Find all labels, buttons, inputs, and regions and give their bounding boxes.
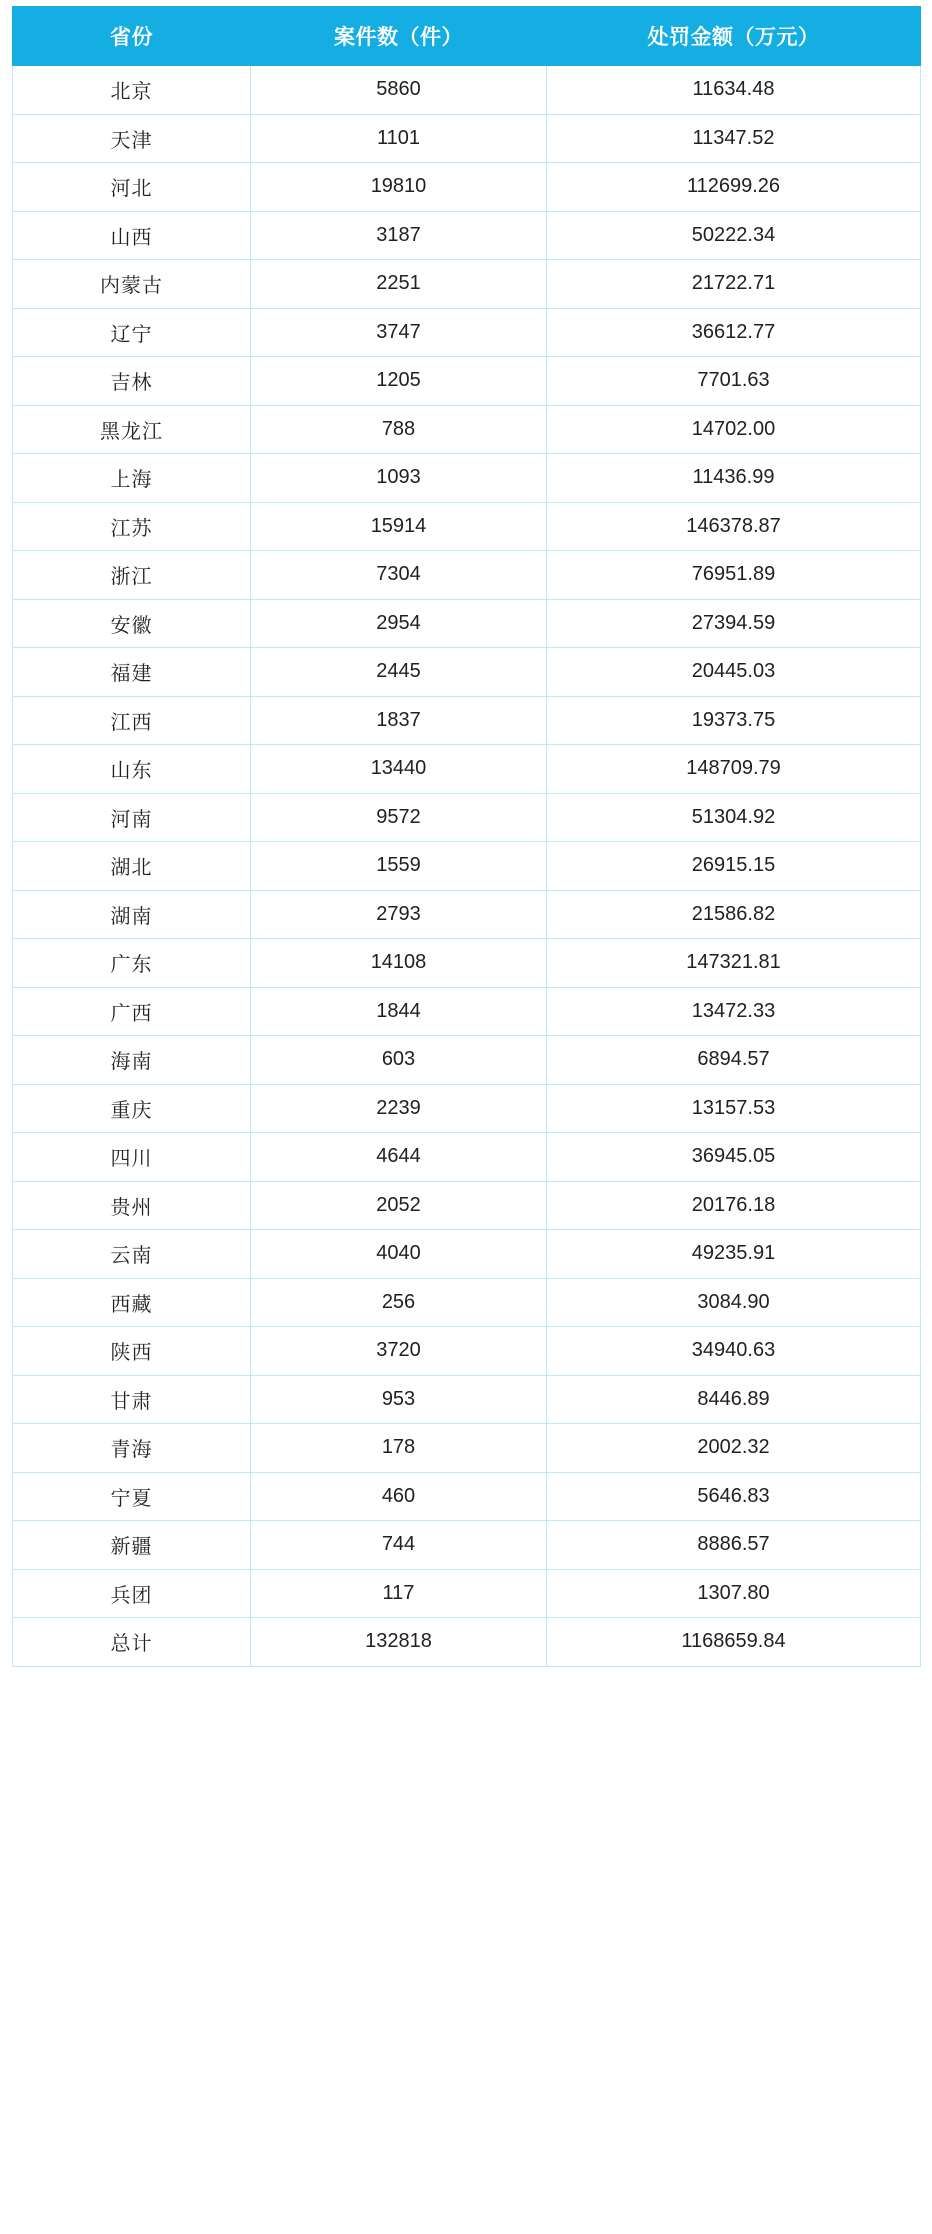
table-row	[13, 890, 921, 939]
table-row	[13, 1472, 921, 1521]
cell-case-count: 2954	[251, 599, 547, 648]
cell-province: 江苏	[13, 502, 251, 551]
cell-province: 北京	[13, 66, 251, 115]
cell-penalty-amount: 8886.57	[547, 1521, 921, 1570]
cell-case-count: 2445	[251, 648, 547, 697]
cell-province: 山东	[13, 745, 251, 794]
table-header-row	[13, 7, 921, 66]
cell-province: 吉林	[13, 357, 251, 406]
cell-province: 云南	[13, 1230, 251, 1279]
table-row	[13, 66, 921, 115]
cell-penalty-amount: 21586.82	[547, 890, 921, 939]
cell-penalty-amount: 19373.75	[547, 696, 921, 745]
cell-case-count: 14108	[251, 939, 547, 988]
cell-province: 兵团	[13, 1569, 251, 1618]
table-row	[13, 648, 921, 697]
cell-penalty-amount: 6894.57	[547, 1036, 921, 1085]
cell-province: 内蒙古	[13, 260, 251, 309]
table-row	[13, 939, 921, 988]
cell-penalty-amount: 13157.53	[547, 1084, 921, 1133]
table-row	[13, 1084, 921, 1133]
cell-province: 江西	[13, 696, 251, 745]
cell-penalty-amount: 8446.89	[547, 1375, 921, 1424]
cell-province: 安徽	[13, 599, 251, 648]
cell-penalty-amount: 20445.03	[547, 648, 921, 697]
cell-case-count: 256	[251, 1278, 547, 1327]
cell-penalty-amount: 50222.34	[547, 211, 921, 260]
cell-province: 天津	[13, 114, 251, 163]
table-row	[13, 454, 921, 503]
cell-case-count: 13440	[251, 745, 547, 794]
cell-case-count: 5860	[251, 66, 547, 115]
column-header-province: 省份	[13, 7, 251, 66]
table-row	[13, 114, 921, 163]
cell-case-count: 1837	[251, 696, 547, 745]
cell-case-count: 744	[251, 1521, 547, 1570]
cell-province: 宁夏	[13, 1472, 251, 1521]
table-body	[13, 66, 921, 1667]
cell-province: 河南	[13, 793, 251, 842]
cell-case-count: 2239	[251, 1084, 547, 1133]
province-penalty-table	[12, 6, 921, 1667]
cell-province: 四川	[13, 1133, 251, 1182]
cell-province: 新疆	[13, 1521, 251, 1570]
cell-province: 甘肃	[13, 1375, 251, 1424]
cell-penalty-amount: 7701.63	[547, 357, 921, 406]
cell-province: 海南	[13, 1036, 251, 1085]
cell-province: 广西	[13, 987, 251, 1036]
cell-province: 辽宁	[13, 308, 251, 357]
table-row	[13, 1036, 921, 1085]
cell-province: 福建	[13, 648, 251, 697]
cell-case-count: 132818	[251, 1618, 547, 1667]
table-row	[13, 1521, 921, 1570]
table-row	[13, 211, 921, 260]
cell-penalty-amount: 1168659.84	[547, 1618, 921, 1667]
cell-penalty-amount: 2002.32	[547, 1424, 921, 1473]
cell-case-count: 19810	[251, 163, 547, 212]
table-row	[13, 1424, 921, 1473]
table-row	[13, 1133, 921, 1182]
cell-penalty-amount: 34940.63	[547, 1327, 921, 1376]
cell-penalty-amount: 11347.52	[547, 114, 921, 163]
cell-province: 湖北	[13, 842, 251, 891]
cell-case-count: 2052	[251, 1181, 547, 1230]
cell-penalty-amount: 11436.99	[547, 454, 921, 503]
table-row	[13, 405, 921, 454]
cell-province: 上海	[13, 454, 251, 503]
cell-penalty-amount: 36945.05	[547, 1133, 921, 1182]
table-row	[13, 1278, 921, 1327]
table-row	[13, 357, 921, 406]
cell-province: 浙江	[13, 551, 251, 600]
cell-province: 河北	[13, 163, 251, 212]
cell-penalty-amount: 26915.15	[547, 842, 921, 891]
cell-penalty-amount: 51304.92	[547, 793, 921, 842]
cell-province: 广东	[13, 939, 251, 988]
table-row	[13, 1181, 921, 1230]
cell-penalty-amount: 148709.79	[547, 745, 921, 794]
table-row	[13, 696, 921, 745]
cell-case-count: 460	[251, 1472, 547, 1521]
cell-case-count: 1205	[251, 357, 547, 406]
table-row	[13, 1230, 921, 1279]
cell-case-count: 3720	[251, 1327, 547, 1376]
cell-case-count: 15914	[251, 502, 547, 551]
table-row	[13, 599, 921, 648]
table-row	[13, 502, 921, 551]
cell-penalty-amount: 14702.00	[547, 405, 921, 454]
cell-province: 陕西	[13, 1327, 251, 1376]
cell-penalty-amount: 13472.33	[547, 987, 921, 1036]
cell-province: 黑龙江	[13, 405, 251, 454]
cell-case-count: 1101	[251, 114, 547, 163]
table-row	[13, 842, 921, 891]
table-header	[13, 7, 921, 66]
cell-case-count: 9572	[251, 793, 547, 842]
cell-penalty-amount: 1307.80	[547, 1569, 921, 1618]
cell-province: 总计	[13, 1618, 251, 1667]
cell-case-count: 1559	[251, 842, 547, 891]
table-row	[13, 1618, 921, 1667]
table-row	[13, 308, 921, 357]
cell-case-count: 953	[251, 1375, 547, 1424]
table-row	[13, 745, 921, 794]
cell-penalty-amount: 20176.18	[547, 1181, 921, 1230]
table-row	[13, 163, 921, 212]
cell-penalty-amount: 5646.83	[547, 1472, 921, 1521]
cell-case-count: 117	[251, 1569, 547, 1618]
cell-penalty-amount: 49235.91	[547, 1230, 921, 1279]
cell-case-count: 178	[251, 1424, 547, 1473]
cell-case-count: 7304	[251, 551, 547, 600]
column-header-case-count: 案件数（件）	[251, 7, 547, 66]
cell-province: 青海	[13, 1424, 251, 1473]
cell-penalty-amount: 76951.89	[547, 551, 921, 600]
cell-case-count: 603	[251, 1036, 547, 1085]
cell-case-count: 2251	[251, 260, 547, 309]
cell-province: 山西	[13, 211, 251, 260]
cell-penalty-amount: 3084.90	[547, 1278, 921, 1327]
table-row	[13, 793, 921, 842]
cell-province: 湖南	[13, 890, 251, 939]
cell-penalty-amount: 36612.77	[547, 308, 921, 357]
cell-case-count: 3747	[251, 308, 547, 357]
cell-penalty-amount: 112699.26	[547, 163, 921, 212]
table-row	[13, 260, 921, 309]
cell-case-count: 4040	[251, 1230, 547, 1279]
cell-penalty-amount: 147321.81	[547, 939, 921, 988]
cell-case-count: 788	[251, 405, 547, 454]
cell-case-count: 2793	[251, 890, 547, 939]
table-row	[13, 551, 921, 600]
table-row	[13, 987, 921, 1036]
cell-case-count: 3187	[251, 211, 547, 260]
table-row	[13, 1327, 921, 1376]
cell-province: 重庆	[13, 1084, 251, 1133]
cell-penalty-amount: 11634.48	[547, 66, 921, 115]
cell-province: 贵州	[13, 1181, 251, 1230]
cell-penalty-amount: 27394.59	[547, 599, 921, 648]
cell-penalty-amount: 21722.71	[547, 260, 921, 309]
cell-penalty-amount: 146378.87	[547, 502, 921, 551]
cell-province: 西藏	[13, 1278, 251, 1327]
cell-case-count: 1844	[251, 987, 547, 1036]
table-row	[13, 1569, 921, 1618]
cell-case-count: 4644	[251, 1133, 547, 1182]
table-row	[13, 1375, 921, 1424]
cell-case-count: 1093	[251, 454, 547, 503]
column-header-penalty-amount: 处罚金额（万元）	[547, 7, 921, 66]
